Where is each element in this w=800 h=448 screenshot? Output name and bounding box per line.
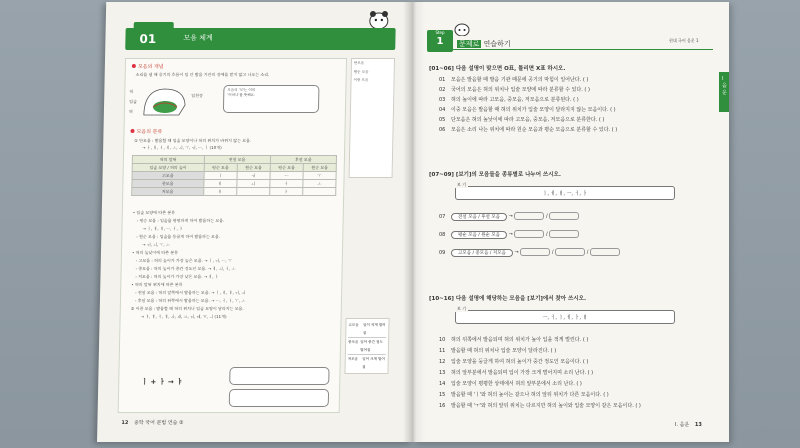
book-gutter [403,2,425,442]
table-header: 원순 모음 [237,164,270,172]
question-item: 16 발음할 때 'ㅜ'와 혀의 앞뒤 위치는 다르지만 혀의 높이와 입술 모양이 같은 모음이다. ( ) [439,403,641,409]
body-text: → ㅟ, ㅚ, ㅜ, ㅗ [142,242,170,247]
section-title: [07~09] [보기]의 모음들을 종류별로 나누어 쓰시오. [429,172,561,178]
body-text: - 전설 모음 : 혀의 앞쪽에서 발음하는 모음. → ㅣ, ㅔ, ㅐ, ㅟ, ㅚ [135,290,246,295]
table-row: 저모음 ㅐ ㅏ [132,188,336,196]
question-item: 09 고모음 / 중모음 / 저모음 → / / [439,248,620,257]
section-title: 모음의 분류 [130,129,162,136]
table-header: 원순 모음 [303,164,336,172]
unit-header [125,28,395,50]
question-item: 03 혀의 높이에 따라 고모음, 중모음, 저모음으로 분류된다. ( ) [439,97,579,103]
speech-bubble [229,389,329,407]
page-title: 문제로 연습하기 [459,40,511,48]
body-text: → ㅣ, ㅔ, ㅐ, ㅡ, ㅓ, ㅏ [142,226,184,231]
mascot-icon [453,22,471,36]
diagram-label: 입술 [129,99,137,104]
table-header: 평순 모음 [204,164,237,172]
speech-bubble: 모음의 '모'는 어미 '어머니'를 뜻해요. [223,85,320,113]
formula: ㅣ + ㅏ → ㅑ [141,378,184,386]
question-item: 14 입술 모양이 평평한 상태에서 혀의 앞부분에서 소리 난다. ( ) [439,381,582,387]
answer-blank[interactable] [555,248,585,256]
question-item: 05 단모음은 혀의 높낮이에 따라 고모음, 중모음, 저모음으로 분류한다. ( ) [439,117,605,123]
side-notes [344,58,395,374]
answer-blank[interactable] [520,248,550,256]
body-text: - 평순 모음 : 입술을 평평하게 하여 발음하는 모음. [136,218,225,223]
section-title: [10~16] 다음 설명에 해당하는 모음을 [보기]에서 찾아 쓰시오. [429,296,587,302]
question-item: 12 입술 모양을 둥글게 하여 혀의 높이가 중간 정도인 모음이다. ( ) [439,359,589,365]
question-item: 07 전설 모음 / 후설 모음 → / [439,212,579,221]
table-header: 입술 모양 / 혀의 높이 [132,164,204,172]
section-title: 모음의 개념 [132,64,164,71]
question-item: 15 발음할 때 'ㅣ'와 혀의 높이는 같으나 혀의 앞뒤 위치가 다른 모음이다. ( ) [439,392,609,398]
definition-text: 소리를 낼 때 공기의 흐름이 입 안 발음 기관의 장애를 받지 않고 나오는 소리. [135,72,270,77]
question-item: 08 평순 모음 / 원순 모음 → / [439,230,579,239]
table-row: 중모음 ㅔ ㅚ ㅓ ㅗ [132,180,336,188]
step-badge: Step 1 [427,30,453,52]
page-footer: 12 중학 국어 문법 연습 ② [121,420,184,426]
example-box: 보 기 ㅡ, ㅓ, ㅣ, ㅔ, ㅏ, ㅐ [455,310,675,324]
question-item: 13 혀의 앞부분에서 발음되며 입이 가장 크게 벌어지며 소리 난다. ( ) [439,370,594,376]
table-header: 후설 모음 [270,156,336,164]
body-text: - 후설 모음 : 혀의 뒤쪽에서 발음하는 모음. → ㅡ, ㅓ, ㅏ, ㅜ, ㅗ [134,298,246,303]
body-text: → ㅑ, ㅒ, ㅕ, ㅖ, ㅘ, ㅙ, ㅛ, ㅝ, ㅞ, ㅠ, ㅢ (11개) [140,314,227,319]
table-header: 평순 모음 [270,164,303,172]
unit-number: 01 [139,32,157,46]
answer-blank[interactable] [549,230,579,238]
right-page [413,2,729,442]
page-number: 13 [694,422,702,428]
question-item: 04 이중 모음은 발음할 때 혀의 위치가 입술 모양이 달라지지 않는 모음이다. ( ) [439,107,616,113]
body-text: ① 단모음 : 발음할 때 입술 모양이나 혀의 위치가 바뀌지 않는 모음. [134,138,252,143]
answer-blank[interactable] [590,248,620,256]
diagram-label: 입천장 [191,93,203,98]
question-item: 11 발음할 때 혀의 위치나 입술 모양이 달라진다. ( ) [439,348,557,354]
page-footer: I. 음운 13 [675,422,702,428]
table-row: 고모음 ㅣ ㅟ ㅡ ㅜ [132,172,336,180]
side-note-box: 단모음 원순 모음 이중 모음 [349,58,396,178]
question-item: 02 국어의 모음은 혀의 위치나 입술 모양에 따라 분류할 수 있다. ( ) [439,87,590,93]
question-item: 10 혀의 뒤쪽에서 발음되며 혀의 위치가 높아 입을 적게 벌린다. ( ) [439,337,589,343]
body-text: • 혀의 앞뒤 위치에 따른 분류 [131,282,183,287]
concept-box [118,58,347,413]
left-page [97,2,422,442]
body-lines [131,209,248,321]
table-header: 혀의 앞뒤 [132,156,204,164]
mascot-icon [368,10,390,30]
page-title: 모음 체계 [183,34,213,42]
section-title: [01~06] 다음 설명이 맞으면 O표, 틀리면 X표 하시오. [429,66,566,72]
side-table: 고모음 입이 적게 벌어짐 중모음 입이 중간 정도 벌어짐 저모음 입이 크게 벌어짐 [344,318,389,374]
answer-blank[interactable] [514,230,544,238]
vowel-table [131,155,337,196]
diagram-label: 혀 [129,89,134,94]
body-text: → ㅏ, ㅐ, ㅓ, ㅔ, ㅗ, ㅚ, ㅜ, ㅟ, ㅡ, ㅣ (10개) [142,145,222,150]
body-text: - 저모음 : 혀의 높이가 가장 낮은 모음. → ㅐ, ㅏ [135,274,219,279]
body-text: - 중모음 : 혀의 높이가 중간 정도인 모음. → ㅔ, ㅚ, ㅓ, ㅗ [135,266,236,271]
answer-blank[interactable] [514,212,544,220]
answer-blank[interactable] [549,212,579,220]
diagram-label: 혀 [128,109,133,114]
example-box: 보 기 ㅣ, ㅔ, ㅐ, ㅡ, ㅓ, ㅏ [455,186,675,200]
body-text: ② 이중 모음 : 발음할 때 혀의 위치나 입술 모양이 달라지는 모음. [130,306,244,311]
page-number: 12 [121,420,129,426]
body-text: • 혀의 높낮이에 따른 분류 [131,250,179,255]
body-text: - 고모음 : 혀의 높이가 가장 높은 모음. → ㅣ, ㅟ, ㅡ, ㅜ [135,258,232,263]
question-item: 01 모음은 발음할 때 발음 기관 때문에 공기의 막힘이 일어난다. ( ) [439,77,589,83]
speech-bubble [229,367,329,385]
body-text: • 입술 모양에 따른 분류 [132,210,176,215]
table-header: 전설 모음 [204,156,270,164]
chapter-tab: I 음운 [719,72,729,112]
open-workbook [97,2,729,442]
header-label: 현대 국어 음운 1 [669,38,699,43]
question-item: 06 모음은 소리 나는 위치에 따라 원순 모음과 평순 모음으로 분류할 수 있다. ( ) [439,127,618,133]
mouth-diagram-icon [139,85,190,121]
body-text: - 원순 모음 : 입술을 둥글게 하여 발음하는 모음. [136,234,221,239]
